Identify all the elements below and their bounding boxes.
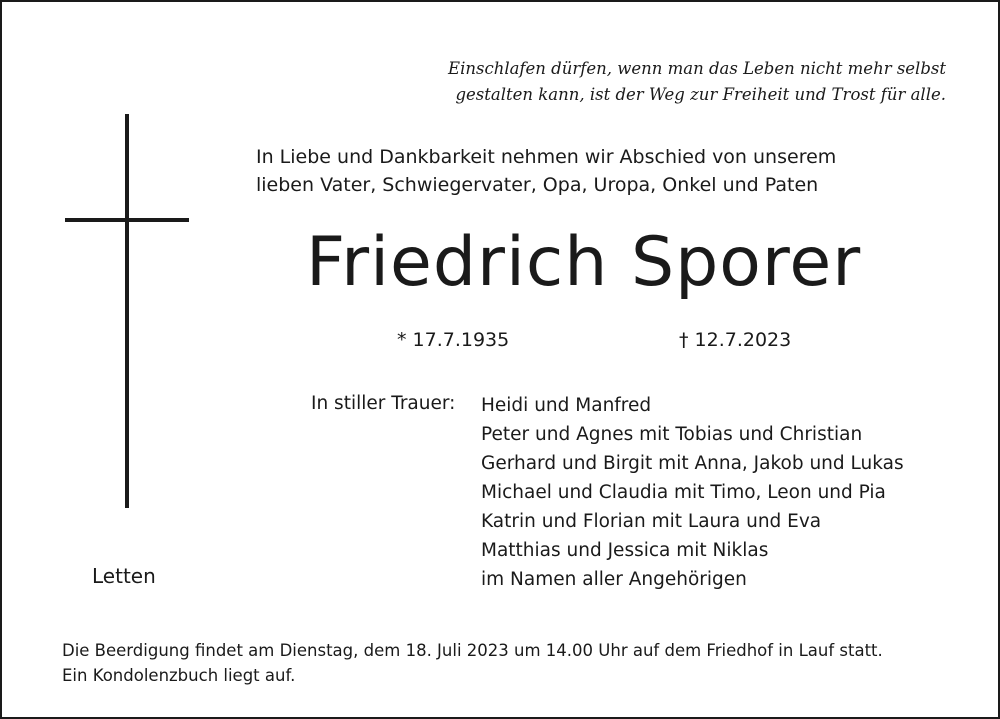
mourner-item: Heidi und Manfred bbox=[481, 395, 652, 416]
funeral-notice bbox=[62, 638, 883, 688]
cross-horizontal-bar bbox=[65, 218, 189, 222]
mourner-item: Katrin und Florian mit Laura und Eva bbox=[481, 511, 822, 532]
mourners-list bbox=[481, 391, 904, 594]
mourner-item: Peter und Agnes mit Tobias und Christian bbox=[481, 424, 863, 445]
mourner-item: Matthias und Jessica mit Niklas bbox=[481, 540, 769, 561]
mourner-item: Michael und Claudia mit Timo, Leon und Pia bbox=[481, 482, 886, 503]
funeral-line-2: Ein Kondolenzbuch liegt auf. bbox=[62, 666, 296, 685]
place-name: Letten bbox=[92, 564, 156, 588]
intro-text bbox=[256, 143, 836, 199]
motto-quote bbox=[426, 56, 946, 108]
deceased-name: Friedrich Sporer bbox=[306, 223, 862, 302]
death-date: † 12.7.2023 bbox=[679, 329, 792, 351]
birth-date: * 17.7.1935 bbox=[397, 329, 510, 351]
intro-line-1: In Liebe und Dankbarkeit nehmen wir Abschied von unserem bbox=[256, 146, 837, 168]
intro-line-2: lieben Vater, Schwiegervater, Opa, Uropa, Onkel und Paten bbox=[256, 174, 819, 196]
mourner-item: Gerhard und Birgit mit Anna, Jakob und Lukas bbox=[481, 453, 904, 474]
motto-line-1: Einschlafen dürfen, wenn man das Leben nicht mehr selbst bbox=[448, 59, 946, 78]
cross-vertical-bar bbox=[125, 114, 129, 508]
funeral-line-1: Die Beerdigung findet am Dienstag, dem 18. Juli 2023 um 14.00 Uhr auf dem Friedhof in Lauf statt. bbox=[62, 641, 883, 660]
motto-line-2: gestalten kann, ist der Weg zur Freiheit und Trost für alle. bbox=[455, 85, 946, 104]
mourning-label: In stiller Trauer: bbox=[311, 393, 456, 414]
mourner-item: im Namen aller Angehörigen bbox=[481, 569, 747, 590]
